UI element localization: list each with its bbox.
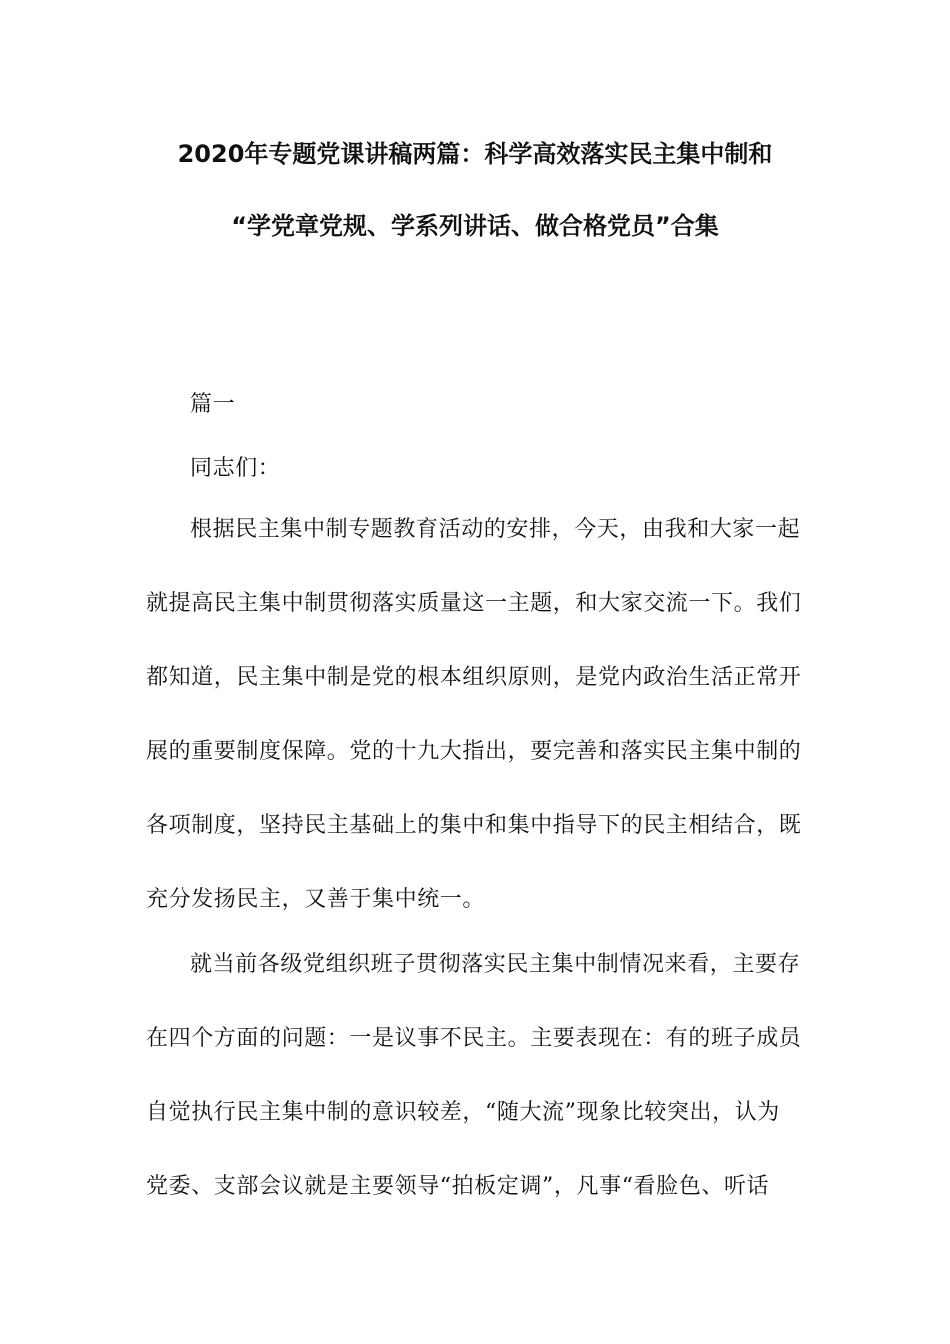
document-title-line-1: 2020年专题党课讲稿两篇：科学高效落实民主集中制和 (177, 140, 773, 168)
section-heading: 篇一 (190, 392, 236, 417)
paragraph-2-line-3: 自觉执行民主集中制的意识较差，“随大流”现象比较突出，认为 (146, 1100, 780, 1125)
paragraph-1-line-2: 就提高民主集中制贯彻落实质量这一主题，和大家交流一下。我们 (146, 591, 802, 616)
paragraph-1-line-3: 都知道，民主集中制是党的根本组织原则，是党内政治生活正常开 (146, 665, 802, 690)
paragraph-1-line-1: 根据民主集中制专题教育活动的安排，今天，由我和大家一起 (190, 517, 801, 542)
paragraph-2-line-4: 党委、支部会议就是主要领导“拍板定调”，凡事“看脸色、听话 (146, 1174, 770, 1199)
paragraph-2-line-2: 在四个方面的问题：一是议事不民主。主要表现在：有的班子成员 (146, 1026, 802, 1051)
salutation: 同志们： (190, 456, 281, 481)
paragraph-1-line-5: 各项制度，坚持民主基础上的集中和集中指导下的民主相结合，既 (146, 813, 802, 838)
paragraph-2-line-1: 就当前各级党组织班子贯彻落实民主集中制情况来看，主要存 (190, 952, 801, 977)
paragraph-1-line-4: 展的重要制度保障。党的十九大指出，要完善和落实民主集中制的 (146, 739, 802, 764)
paragraph-1-line-6: 充分发扬民主，又善于集中统一。 (146, 887, 486, 912)
document-title-line-2: “学党章党规、学系列讲话、做合格党员”合集 (231, 212, 719, 240)
